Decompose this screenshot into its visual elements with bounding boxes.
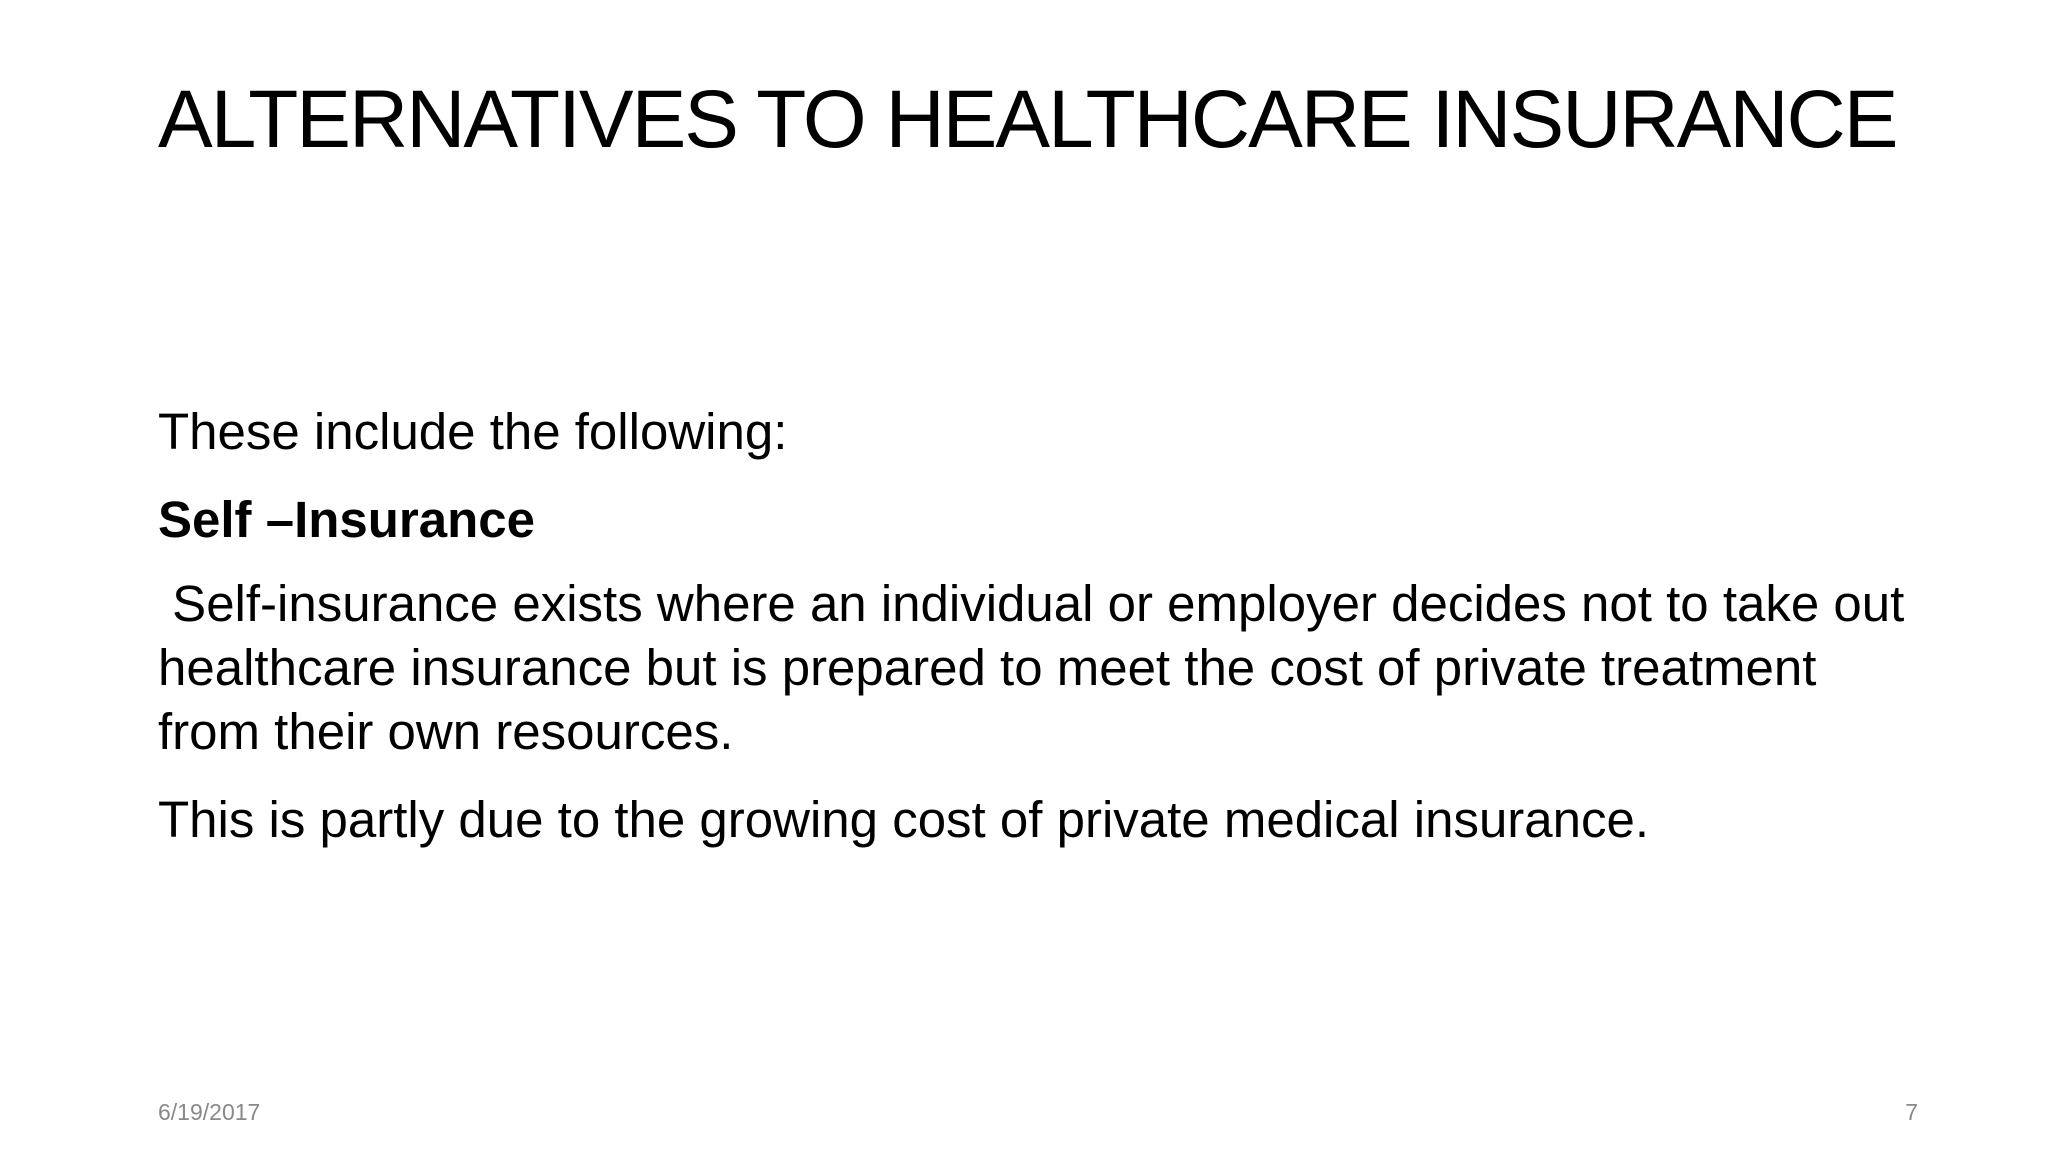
footer-date: 6/19/2017 <box>158 1099 261 1125</box>
body-paragraph-2: This is partly due to the growing cost of private medical insurance. <box>158 791 1650 848</box>
page-number: 7 <box>1905 1099 1918 1125</box>
section-heading: Self –Insurance <box>158 491 535 548</box>
slide-title: ALTERNATIVES TO HEALTHCARE INSURANCE <box>158 74 1897 165</box>
body-paragraph-1: Self-insurance exists where an individual or employer decides not to take out healthcare insurance but is prepared to meet the cost of private treatment from their own resources. <box>158 575 1919 760</box>
intro-text: These include the following: <box>158 403 788 460</box>
slide-body <box>158 400 1918 876</box>
